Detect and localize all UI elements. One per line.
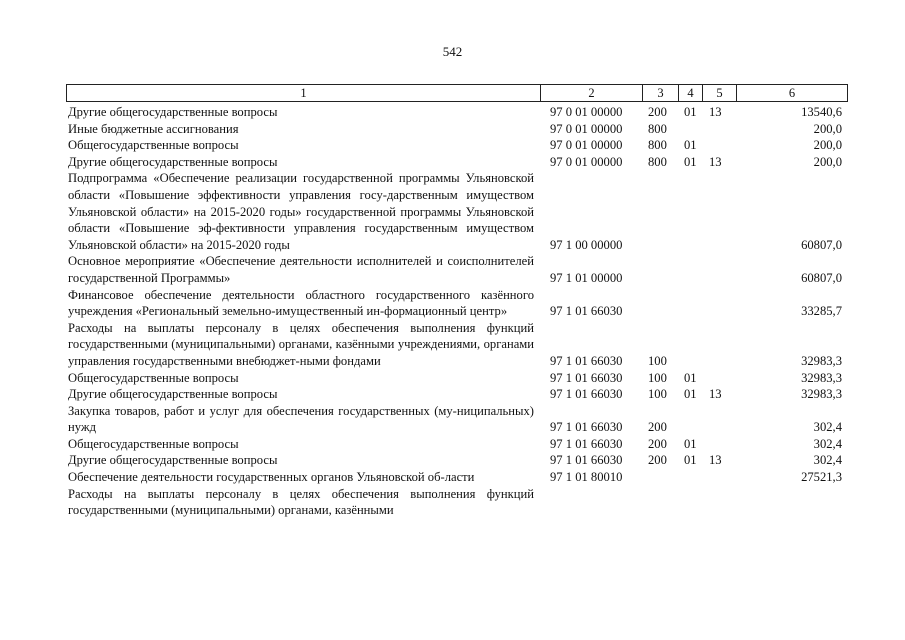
row-expense-type: 100 [648,370,667,385]
row-expense-type: 200 [648,105,667,119]
table-row [66,386,848,403]
row-description: Другие общегосударственные вопросы [68,387,278,402]
row-subsection: 13 [709,154,722,169]
row-description: Основное мероприятие «Обеспечение деятельности исполнителей и соисполнителей государственной Программы» [68,254,534,285]
row-description: Закупка товаров, работ и услуг для обеспечения государственных (му-ниципальных) нужд [68,403,534,435]
row-expense-type: 800 [648,121,667,136]
row-amount: 32983,3 [801,370,842,385]
row-section: 01 [684,453,697,468]
row-section: 01 [684,105,697,119]
table-row [66,403,848,436]
row-subsection: 13 [709,387,722,402]
row-section: 01 [684,387,697,402]
row-amount: 200,0 [813,138,842,153]
row-description: Общегосударственные вопросы [68,370,239,385]
row-code: 97 0 01 00000 [550,121,623,136]
header-col-5: 5 [702,85,736,101]
row-amount: 32983,3 [801,353,842,368]
row-code: 97 0 01 00000 [550,154,623,169]
row-code: 97 1 01 66030 [550,436,623,451]
table-row [66,436,848,453]
row-description: Подпрограмма «Обеспечение реализации государственной программы Ульяновской области «Повышение эффективности управления госу-дарственным имуществом Ульяновской области» на 2015-2020 годы» государственной программы Ульяновской области «Повышение эф-фективности управления государственным имуществом Ульяновской области» на 2015-2020 годы [68,171,534,252]
row-code: 97 1 01 80010 [550,470,623,485]
row-description: Иные бюджетные ассигнования [68,121,239,136]
budget-table [66,84,848,519]
row-code: 97 1 01 66030 [550,304,623,319]
row-description: Обеспечение деятельности государственных органов Ульяновской об-ласти [68,470,475,485]
row-expense-type: 100 [648,387,667,402]
row-code: 97 1 01 66030 [550,420,623,435]
page-number: 542 [442,44,463,59]
table-row [66,486,848,519]
row-description: Другие общегосударственные вопросы [68,154,278,169]
row-amount: 13540,6 [801,105,842,119]
row-description: Другие общегосударственные вопросы [68,105,278,119]
row-code: 97 1 01 66030 [550,370,623,385]
table-row [66,137,848,154]
header-col-6: 6 [736,85,848,101]
row-amount: 302,4 [813,453,842,468]
table-header-row [66,84,848,102]
row-code: 97 0 01 00000 [550,138,623,153]
row-code: 97 1 01 66030 [550,453,623,468]
row-amount: 200,0 [813,154,842,169]
row-code: 97 0 01 00000 [550,105,623,119]
row-subsection: 13 [709,453,722,468]
table-row [66,452,848,469]
row-expense-type: 200 [648,453,667,468]
row-description: Общегосударственные вопросы [68,436,239,451]
row-section: 01 [684,370,697,385]
row-amount: 32983,3 [801,387,842,402]
table-row [66,121,848,138]
row-code: 97 1 01 66030 [550,353,623,368]
row-amount: 60807,0 [801,237,842,252]
row-section: 01 [684,138,697,153]
header-col-2: 2 [540,85,642,101]
row-amount: 302,4 [813,420,842,435]
table-row [66,154,848,171]
table-row [66,104,848,121]
row-amount: 302,4 [813,436,842,451]
header-col-3: 3 [642,85,678,101]
row-amount: 60807,0 [801,270,842,285]
row-expense-type: 200 [648,436,667,451]
row-description: Расходы на выплаты персоналу в целях обеспечения выполнения функций государственными (муниципальными) органами, казёнными [68,486,534,518]
header-col-1: 1 [66,85,540,101]
row-description: Финансовое обеспечение деятельности областного государственного казённого учреждения «Региональный земельно-имущественный ин-формационный центр» [68,287,534,319]
row-section: 01 [684,154,697,169]
row-expense-type: 200 [648,420,667,435]
table-row [66,170,848,253]
row-code: 97 1 00 00000 [550,237,623,252]
row-code: 97 1 01 66030 [550,387,623,402]
row-expense-type: 800 [648,154,667,169]
row-amount: 200,0 [813,121,842,136]
row-description: Общегосударственные вопросы [68,138,239,153]
row-description: Расходы на выплаты персоналу в целях обеспечения выполнения функций государственными (муниципальными) органами, казёнными учреждениями, органами управления государственными внебюджет-ными фондами [68,320,534,368]
row-amount: 33285,7 [801,304,842,319]
row-expense-type: 100 [648,353,667,368]
table-row [66,253,848,286]
header-col-4: 4 [678,85,702,101]
row-section: 01 [684,436,697,451]
row-subsection: 13 [709,105,722,119]
table-row [66,469,848,486]
table-row [66,320,848,370]
row-code: 97 1 01 00000 [550,270,623,285]
row-description: Другие общегосударственные вопросы [68,453,278,468]
row-amount: 27521,3 [801,470,842,485]
table-body [66,104,848,519]
table-row [66,370,848,387]
table-row [66,287,848,320]
row-expense-type: 800 [648,138,667,153]
